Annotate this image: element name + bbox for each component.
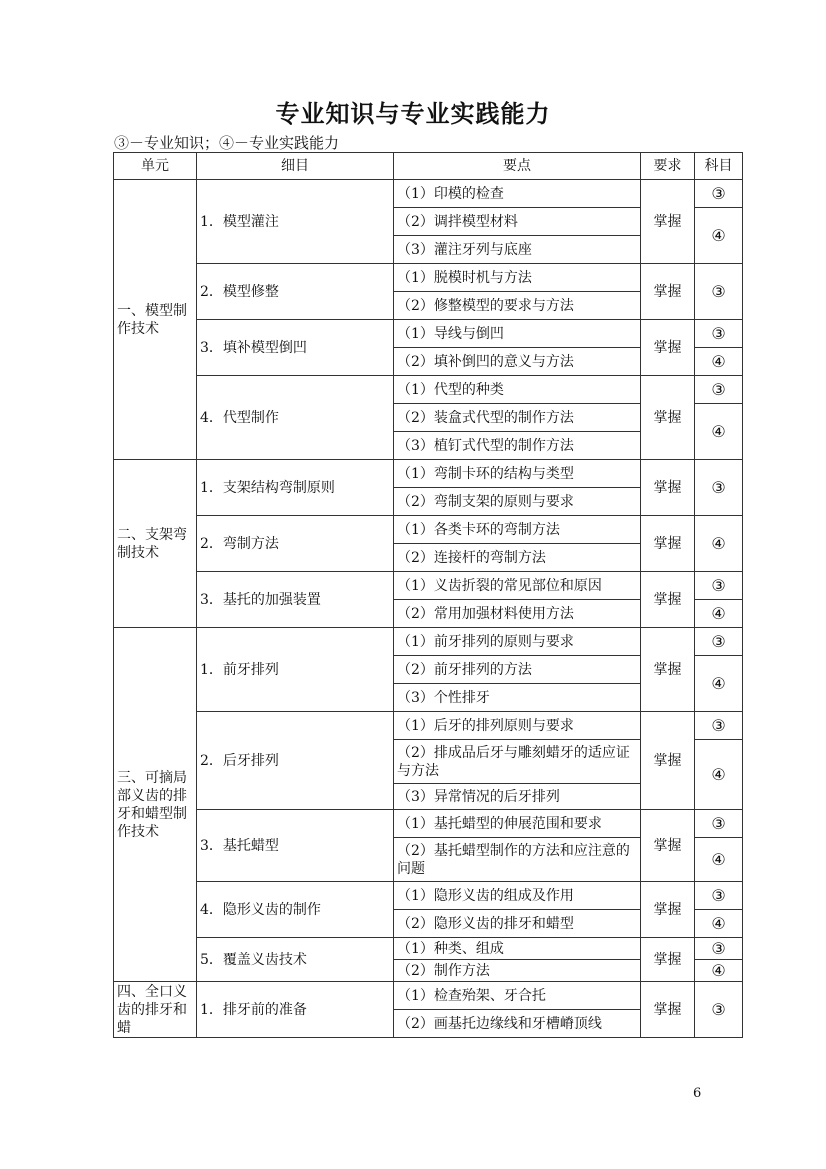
- item-cell: 5．覆盖义齿技术: [197, 938, 394, 982]
- requirement-cell: 掌握: [641, 982, 695, 1038]
- header-requirement: 要求: [641, 153, 695, 180]
- legend-note: ③－专业知识；④－专业实践能力: [114, 134, 340, 152]
- point-cell: （1）代型的种类: [394, 376, 641, 404]
- subject-cell: ④: [695, 404, 743, 460]
- subject-cell: ③: [695, 460, 743, 516]
- subject-cell: ③: [695, 320, 743, 348]
- item-cell: 1．模型灌注: [197, 180, 394, 264]
- point-cell: （2）弯制支架的原则与要求: [394, 488, 641, 516]
- header-item: 细目: [197, 153, 394, 180]
- requirement-cell: 掌握: [641, 180, 695, 264]
- syllabus-table: [113, 152, 743, 1038]
- subject-cell: ④: [695, 740, 743, 810]
- table-row: [114, 516, 743, 544]
- subject-cell: ③: [695, 938, 743, 960]
- point-cell: （2）连接杆的弯制方法: [394, 544, 641, 572]
- point-cell: （3）个性排牙: [394, 684, 641, 712]
- point-cell: （2）前牙排列的方法: [394, 656, 641, 684]
- item-cell: 4．隐形义齿的制作: [197, 882, 394, 938]
- table-row: [114, 982, 743, 1010]
- table-row: [114, 180, 743, 208]
- point-cell: （2）调拌模型材料: [394, 208, 641, 236]
- item-cell: 3．基托蜡型: [197, 810, 394, 882]
- item-cell: 1．前牙排列: [197, 628, 394, 712]
- page-title: 专业知识与专业实践能力: [275, 99, 551, 128]
- table-row: [114, 628, 743, 656]
- table-row: [114, 320, 743, 348]
- header-unit: 单元: [114, 153, 197, 180]
- table-row: [114, 882, 743, 910]
- table-row: [114, 938, 743, 960]
- subject-cell: ④: [695, 516, 743, 572]
- point-cell: （1）检查殆架、牙合托: [394, 982, 641, 1010]
- point-cell: （1）后牙的排列原则与要求: [394, 712, 641, 740]
- point-cell: （1）弯制卡环的结构与类型: [394, 460, 641, 488]
- subject-cell: ③: [695, 628, 743, 656]
- subject-cell: ④: [695, 600, 743, 628]
- requirement-cell: 掌握: [641, 264, 695, 320]
- subject-cell: ③: [695, 982, 743, 1038]
- unit-cell: 三、可摘局部义齿的排牙和蜡型制作技术: [114, 628, 197, 982]
- header-point: 要点: [394, 153, 641, 180]
- item-cell: 2．后牙排列: [197, 712, 394, 810]
- subject-cell: ③: [695, 882, 743, 910]
- point-cell: （1）印模的检查: [394, 180, 641, 208]
- subject-cell: ③: [695, 810, 743, 838]
- requirement-cell: 掌握: [641, 628, 695, 712]
- subject-cell: ④: [695, 838, 743, 882]
- table-row: [114, 460, 743, 488]
- point-cell: （2）填补倒凹的意义与方法: [394, 348, 641, 376]
- subject-cell: ③: [695, 180, 743, 208]
- subject-cell: ④: [695, 348, 743, 376]
- requirement-cell: 掌握: [641, 938, 695, 982]
- item-cell: 1．支架结构弯制原则: [197, 460, 394, 516]
- point-cell: （3）灌注牙列与底座: [394, 236, 641, 264]
- point-cell: （2）排成品后牙与雕刻蜡牙的适应证与方法: [394, 740, 641, 784]
- unit-cell: 一、模型制作技术: [114, 180, 197, 460]
- point-cell: （1）种类、组成: [394, 938, 641, 960]
- item-cell: 3．填补模型倒凹: [197, 320, 394, 376]
- point-cell: （1）脱模时机与方法: [394, 264, 641, 292]
- point-cell: （1）隐形义齿的组成及作用: [394, 882, 641, 910]
- requirement-cell: 掌握: [641, 810, 695, 882]
- subject-cell: ④: [695, 208, 743, 264]
- subject-cell: ④: [695, 656, 743, 712]
- item-cell: 2．弯制方法: [197, 516, 394, 572]
- point-cell: （2）制作方法: [394, 960, 641, 982]
- subject-cell: ④: [695, 910, 743, 938]
- point-cell: （2）隐形义齿的排牙和蜡型: [394, 910, 641, 938]
- point-cell: （1）前牙排列的原则与要求: [394, 628, 641, 656]
- subject-cell: ③: [695, 264, 743, 320]
- item-cell: 4．代型制作: [197, 376, 394, 460]
- table-row: [114, 376, 743, 404]
- point-cell: （1）基托蜡型的伸展范围和要求: [394, 810, 641, 838]
- requirement-cell: 掌握: [641, 320, 695, 376]
- requirement-cell: 掌握: [641, 460, 695, 516]
- point-cell: （2）基托蜡型制作的方法和应注意的问题: [394, 838, 641, 882]
- item-cell: 3．基托的加强装置: [197, 572, 394, 628]
- requirement-cell: 掌握: [641, 376, 695, 460]
- unit-cell: 四、全口义齿的排牙和蜡: [114, 982, 197, 1038]
- page-number: 6: [693, 1086, 702, 1101]
- header-subject: 科目: [695, 153, 743, 180]
- requirement-cell: 掌握: [641, 882, 695, 938]
- requirement-cell: 掌握: [641, 712, 695, 810]
- requirement-cell: 掌握: [641, 572, 695, 628]
- point-cell: （1）导线与倒凹: [394, 320, 641, 348]
- table-header-row: [114, 153, 743, 180]
- point-cell: （3）植钉式代型的制作方法: [394, 432, 641, 460]
- subject-cell: ③: [695, 572, 743, 600]
- requirement-cell: 掌握: [641, 516, 695, 572]
- point-cell: （3）异常情况的后牙排列: [394, 784, 641, 810]
- point-cell: （2）修整模型的要求与方法: [394, 292, 641, 320]
- table-row: [114, 572, 743, 600]
- point-cell: （2）常用加强材料使用方法: [394, 600, 641, 628]
- subject-cell: ④: [695, 960, 743, 982]
- table-row: [114, 810, 743, 838]
- subject-cell: ③: [695, 712, 743, 740]
- table-row: [114, 264, 743, 292]
- unit-cell: 二、支架弯制技术: [114, 460, 197, 628]
- point-cell: （1）义齿折裂的常见部位和原因: [394, 572, 641, 600]
- subject-cell: ③: [695, 376, 743, 404]
- point-cell: （1）各类卡环的弯制方法: [394, 516, 641, 544]
- table-row: [114, 712, 743, 740]
- item-cell: 1．排牙前的准备: [197, 982, 394, 1038]
- point-cell: （2）画基托边缘线和牙槽嵴顶线: [394, 1010, 641, 1038]
- point-cell: （2）装盒式代型的制作方法: [394, 404, 641, 432]
- item-cell: 2．模型修整: [197, 264, 394, 320]
